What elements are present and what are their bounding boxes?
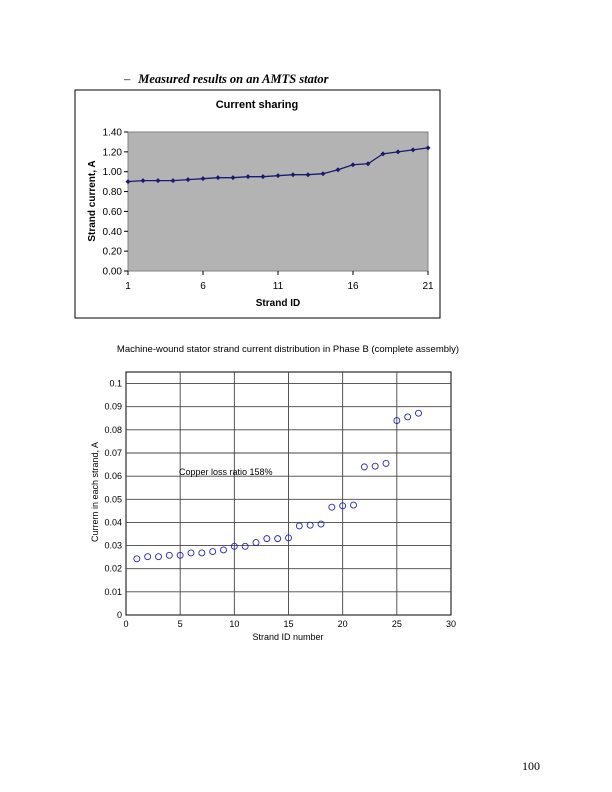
y-axis-label: Strand current, A [87,160,98,242]
y-tick-label: 1.40 [102,127,122,139]
x-tick-label: 25 [391,619,402,629]
y-tick-label: 0.1 [109,378,122,389]
y-tick-label: 0.06 [104,471,122,482]
x-tick-label: 10 [229,619,240,629]
y-tick-label: 0.05 [104,494,122,505]
y-tick-label: 0.40 [102,226,122,238]
y-tick-label: 0.01 [104,586,122,597]
x-axis-label: Strand ID number [252,632,324,642]
y-tick-label: 0 [116,610,122,620]
y-tick-label: 0.03 [104,540,122,551]
x-tick-label: 11 [272,281,284,292]
y-tick-label: 0.00 [102,266,122,278]
chart-title: Machine-wound stator strand current distribution in Phase B (complete assembly) [116,344,460,355]
x-tick-label: 21 [422,281,434,292]
x-tick-label: 16 [347,281,359,292]
x-tick-label: 6 [200,281,206,292]
heading-dash: – [124,72,131,86]
y-tick-label: 0.04 [104,517,122,528]
annotation: Copper loss ratio 158% [179,467,273,477]
y-tick-label: 0.07 [104,448,122,458]
x-tick-label: 15 [283,619,294,629]
y-axis-label: Currern in each strand, A [90,441,100,543]
y-tick-label: 0.09 [104,401,122,412]
y-tick-label: 0.08 [104,424,122,435]
x-tick-label: 0 [123,619,129,629]
y-tick-label: 1.00 [102,167,122,179]
x-tick-label: 5 [177,619,183,629]
x-axis-label: Strand ID [255,298,301,309]
x-tick-label: 20 [337,619,348,629]
page-number: 100 [522,759,540,773]
y-tick-label: 0.20 [102,246,122,258]
y-tick-label: 0.60 [102,206,122,218]
x-tick-label: 1 [125,281,131,292]
heading-text: Measured results on an AMTS stator [138,72,329,86]
chart-title: Current sharing [215,99,299,111]
y-tick-label: 0.02 [104,563,122,574]
y-tick-label: 0.80 [102,187,122,199]
y-tick-label: 1.20 [102,147,122,159]
x-tick-label: 30 [445,619,457,629]
